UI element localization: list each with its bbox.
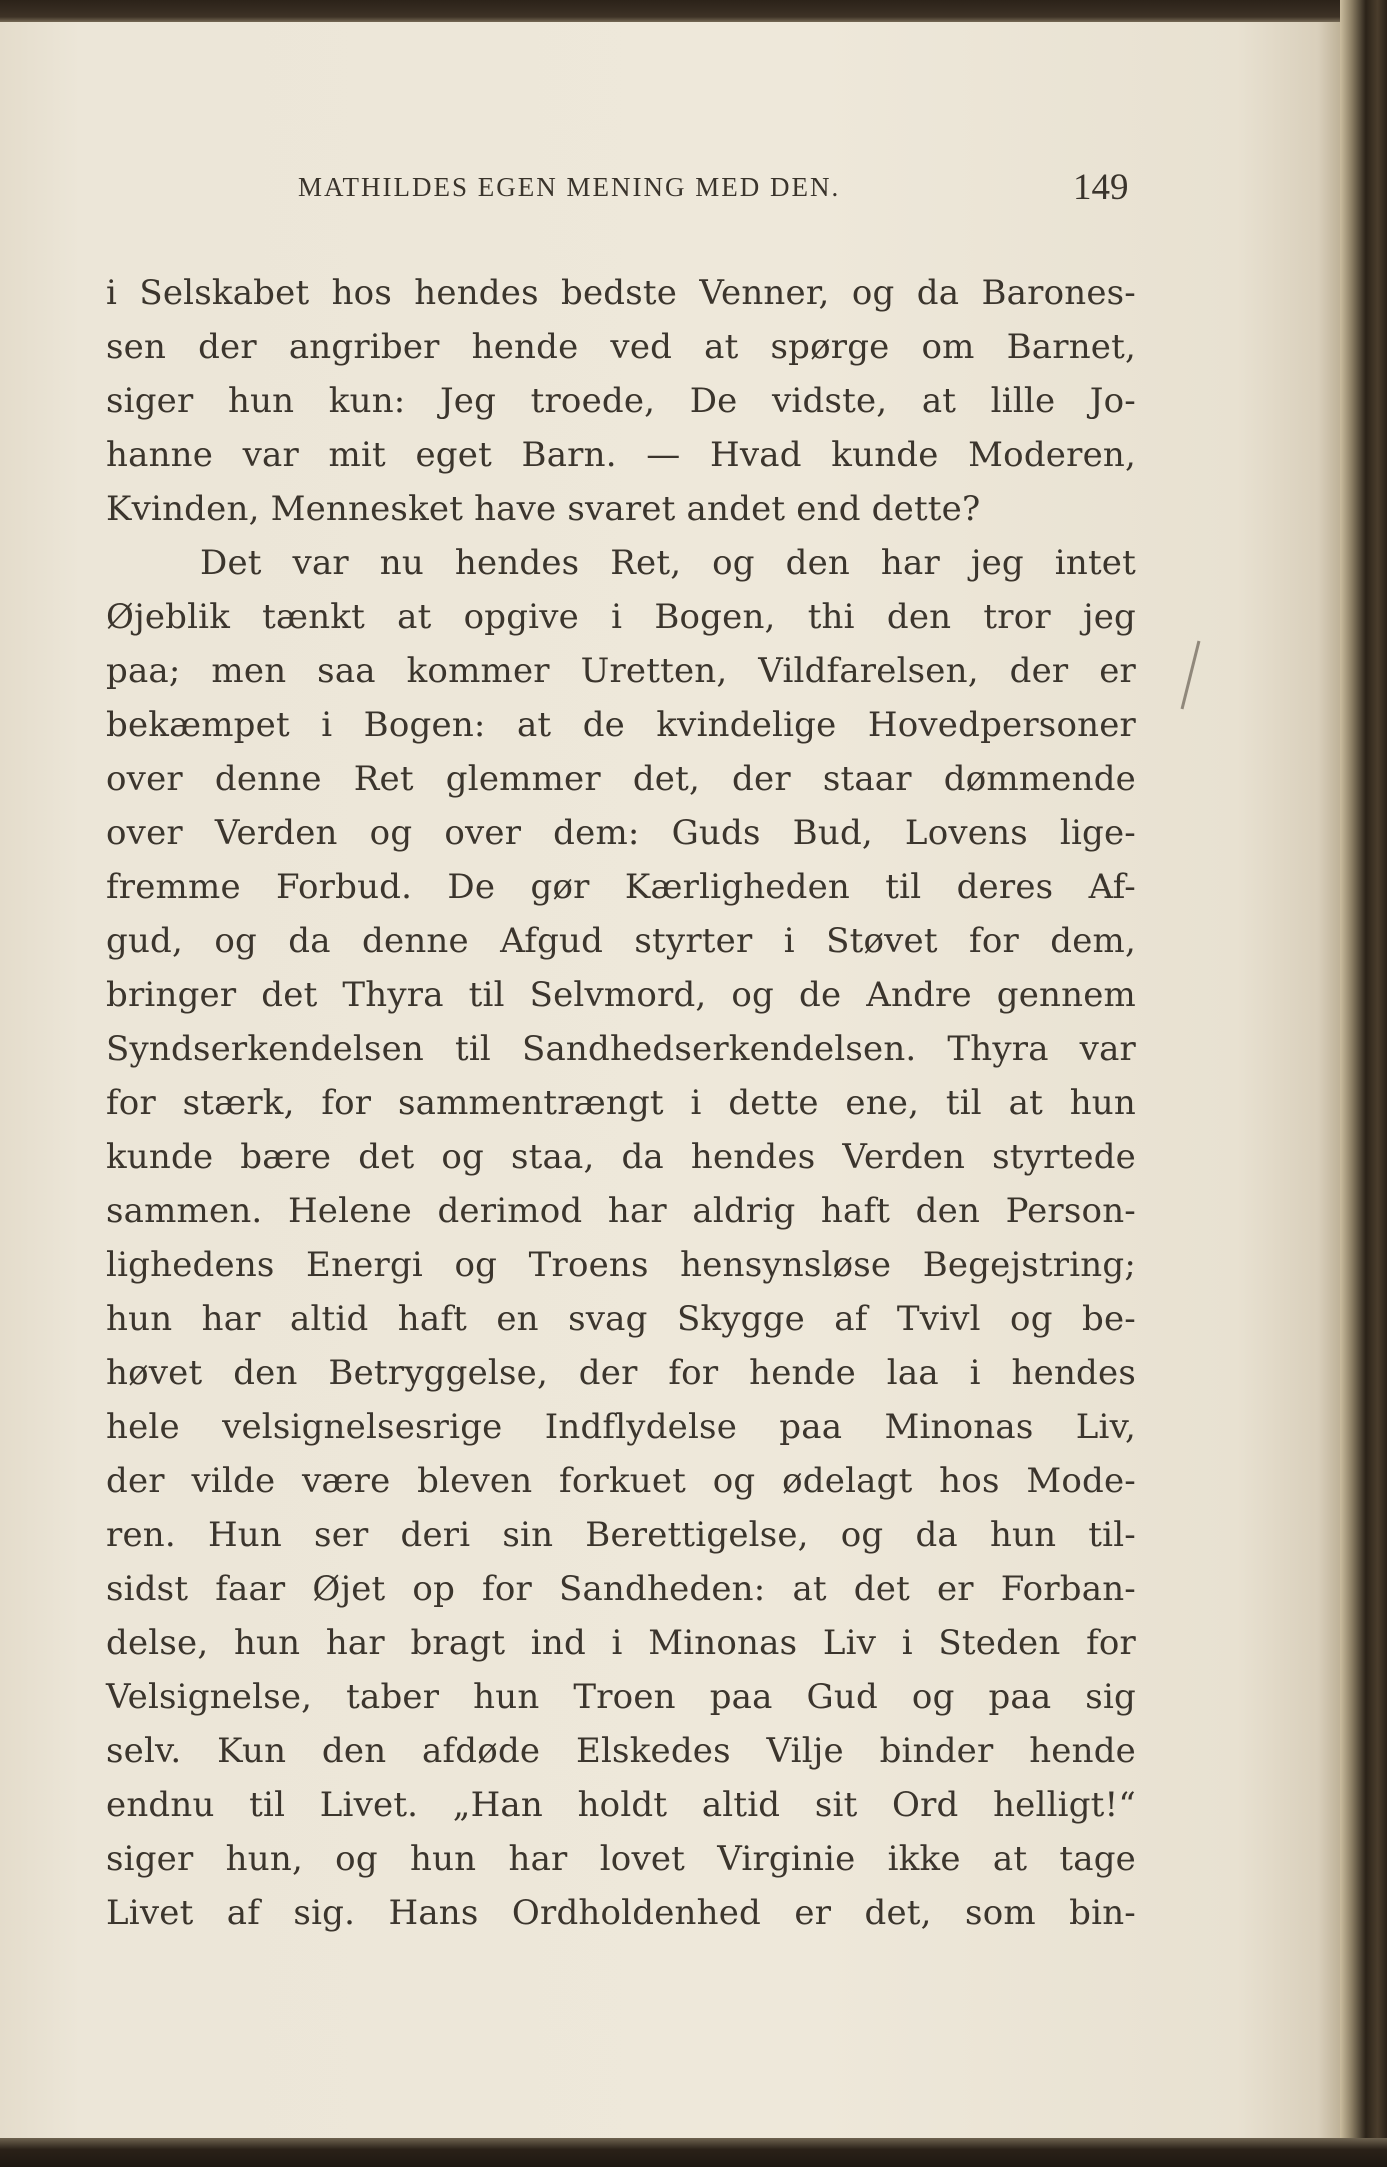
text-line: Livet af sig. Hans Ordholdenhed er det, som bin- — [106, 1893, 1136, 1933]
book-top-edge — [0, 0, 1387, 24]
text-line: delse, hun har bragt ind i Minonas Liv i Steden for — [106, 1623, 1136, 1663]
text-line: Det var nu hendes Ret, og den har jeg intet — [200, 543, 1136, 583]
text-line: endnu til Livet. „Han holdt altid sit Ord helligt!“ — [106, 1785, 1136, 1825]
book-right-edge — [1340, 0, 1387, 2167]
text-line: Syndserkendelsen til Sandhedserkendelsen. Thyra var — [106, 1029, 1136, 1069]
text-line: sammen. Helene derimod har aldrig haft den Person- — [106, 1191, 1136, 1231]
text-line: for stærk, for sammentrængt i dette ene, til at hun — [106, 1083, 1136, 1123]
text-line: siger hun kun: Jeg troede, De vidste, at lille Jo- — [106, 381, 1136, 421]
text-line: lighedens Energi og Troens hensynsløse Begejstring; — [106, 1245, 1136, 1285]
text-line: fremme Forbud. De gør Kærligheden til deres Af- — [106, 867, 1136, 907]
body-text — [106, 266, 1136, 1940]
text-line: gud, og da denne Afgud styrter i Støvet for dem, — [106, 921, 1136, 961]
text-line: Kvinden, Mennesket have svaret andet end dette? — [106, 489, 981, 529]
page-number: 149 — [1073, 167, 1129, 208]
text-line: sen der angriber hende ved at spørge om Barnet, — [106, 327, 1136, 367]
text-line: der vilde være bleven forkuet og ødelagt hos Mode- — [106, 1461, 1136, 1501]
text-line: kunde bære det og staa, da hendes Verden styrtede — [106, 1137, 1136, 1177]
text-line: i Selskabet hos hendes bedste Venner, og da Barones- — [106, 273, 1136, 313]
running-head: MATHILDES EGEN MENING MED DEN. — [298, 172, 841, 202]
text-line: ren. Hun ser deri sin Berettigelse, og da hun til- — [106, 1515, 1136, 1555]
text-line: paa; men saa kommer Uretten, Vildfarelsen, der er — [106, 651, 1136, 691]
text-line: hele velsignelsesrige Indflydelse paa Minonas Liv, — [106, 1407, 1136, 1447]
text-line: bekæmpet i Bogen: at de kvindelige Hovedpersoner — [106, 705, 1136, 745]
text-line: Velsignelse, taber hun Troen paa Gud og paa sig — [106, 1677, 1136, 1717]
text-line: over Verden og over dem: Guds Bud, Lovens lige- — [106, 813, 1136, 853]
text-line: sidst faar Øjet op for Sandheden: at det er Forban- — [106, 1569, 1136, 1609]
text-line: siger hun, og hun har lovet Virginie ikke at tage — [106, 1839, 1136, 1879]
text-line: hanne var mit eget Barn. — Hvad kunde Moderen, — [106, 435, 1136, 475]
text-line: over denne Ret glemmer det, der staar dømmende — [106, 759, 1136, 799]
text-line: selv. Kun den afdøde Elskedes Vilje binder hende — [106, 1731, 1136, 1771]
text-line: høvet den Betryggelse, der for hende laa i hendes — [106, 1353, 1136, 1393]
text-line: hun har altid haft en svag Skygge af Tvivl og be- — [106, 1299, 1136, 1339]
text-line: bringer det Thyra til Selvmord, og de Andre gennem — [106, 975, 1136, 1015]
text-line: Øjeblik tænkt at opgive i Bogen, thi den tror jeg — [106, 597, 1136, 637]
book-bottom-edge — [0, 2138, 1387, 2167]
